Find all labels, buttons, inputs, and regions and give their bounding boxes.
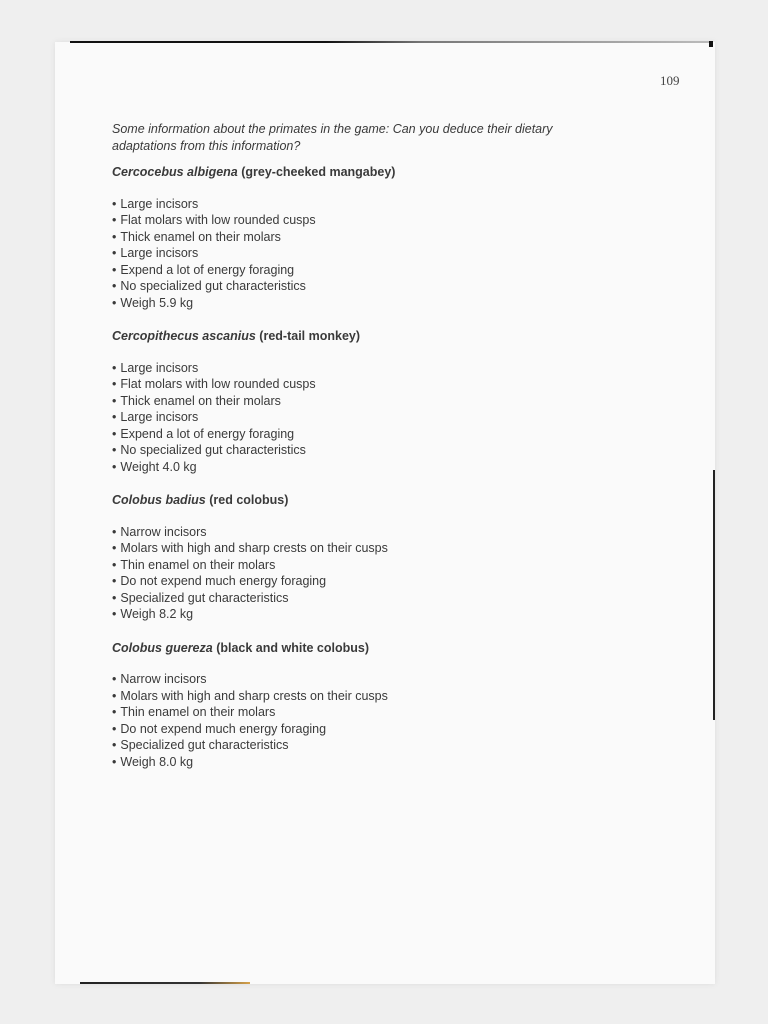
species-common-name: (grey-cheeked mangabey): [241, 165, 396, 179]
list-item: • Expend a lot of energy foraging: [112, 262, 612, 279]
species-common-name: (red-tail monkey): [259, 329, 361, 343]
list-item: • Narrow incisors: [112, 524, 612, 541]
list-item: • Specialized gut characteristics: [112, 590, 612, 607]
list-item: • Expend a lot of energy foraging: [112, 426, 612, 443]
list-item: • Thick enamel on their molars: [112, 393, 612, 410]
bottom-rule: [80, 982, 250, 984]
list-item: • Weigh 5.9 kg: [112, 295, 612, 312]
list-item: • Flat molars with low rounded cusps: [112, 212, 612, 229]
list-item: • Molars with high and sharp crests on their cusps: [112, 540, 612, 557]
species-section: [112, 640, 612, 771]
species-latin-name: Colobus guereza: [112, 640, 213, 655]
list-item: • Narrow incisors: [112, 671, 612, 688]
trait-list: [112, 196, 612, 312]
trait-list: [112, 671, 612, 770]
top-mark: [709, 41, 713, 47]
species-latin-name: Cercocebus albigena: [112, 165, 238, 179]
list-item: • Thick enamel on their molars: [112, 229, 612, 246]
list-item: • Large incisors: [112, 360, 612, 377]
list-item: • Large incisors: [112, 196, 612, 213]
species-latin-name: Colobus badius: [112, 493, 206, 507]
species-heading: [112, 328, 612, 345]
list-item: • Weight 4.0 kg: [112, 459, 612, 476]
list-item: • Specialized gut characteristics: [112, 737, 612, 754]
document-body: [112, 121, 612, 787]
list-item: • Weigh 8.0 kg: [112, 754, 612, 771]
list-item: • Large incisors: [112, 409, 612, 426]
page-edge-shadow: [713, 470, 715, 720]
top-rule: [70, 41, 710, 43]
list-item: • Thin enamel on their molars: [112, 704, 612, 721]
page-number: 109: [660, 73, 680, 88]
list-item: • Weigh 8.2 kg: [112, 606, 612, 623]
trait-list: [112, 524, 612, 623]
list-item: • Do not expend much energy foraging: [112, 573, 612, 590]
list-item: • Do not expend much energy foraging: [112, 721, 612, 738]
species-section: [112, 492, 612, 623]
list-item: • Large incisors: [112, 245, 612, 262]
species-heading: [112, 164, 612, 181]
species-common-name: (black and white colobus): [216, 640, 369, 655]
list-item: • No specialized gut characteristics: [112, 442, 612, 459]
species-common-name: (red colobus): [209, 493, 289, 507]
species-latin-name: Cercopithecus ascanius: [112, 329, 256, 343]
list-item: • Flat molars with low rounded cusps: [112, 376, 612, 393]
species-heading: [112, 492, 612, 509]
species-section: [112, 328, 612, 475]
list-item: • No specialized gut characteristics: [112, 278, 612, 295]
list-item: • Molars with high and sharp crests on their cusps: [112, 688, 612, 705]
intro-text: Some information about the primates in the game: Can you deduce their dietary adaptations from this information?: [112, 122, 553, 153]
trait-list: [112, 360, 612, 476]
list-item: • Thin enamel on their molars: [112, 557, 612, 574]
species-section: [112, 164, 612, 311]
species-heading: [112, 640, 612, 657]
